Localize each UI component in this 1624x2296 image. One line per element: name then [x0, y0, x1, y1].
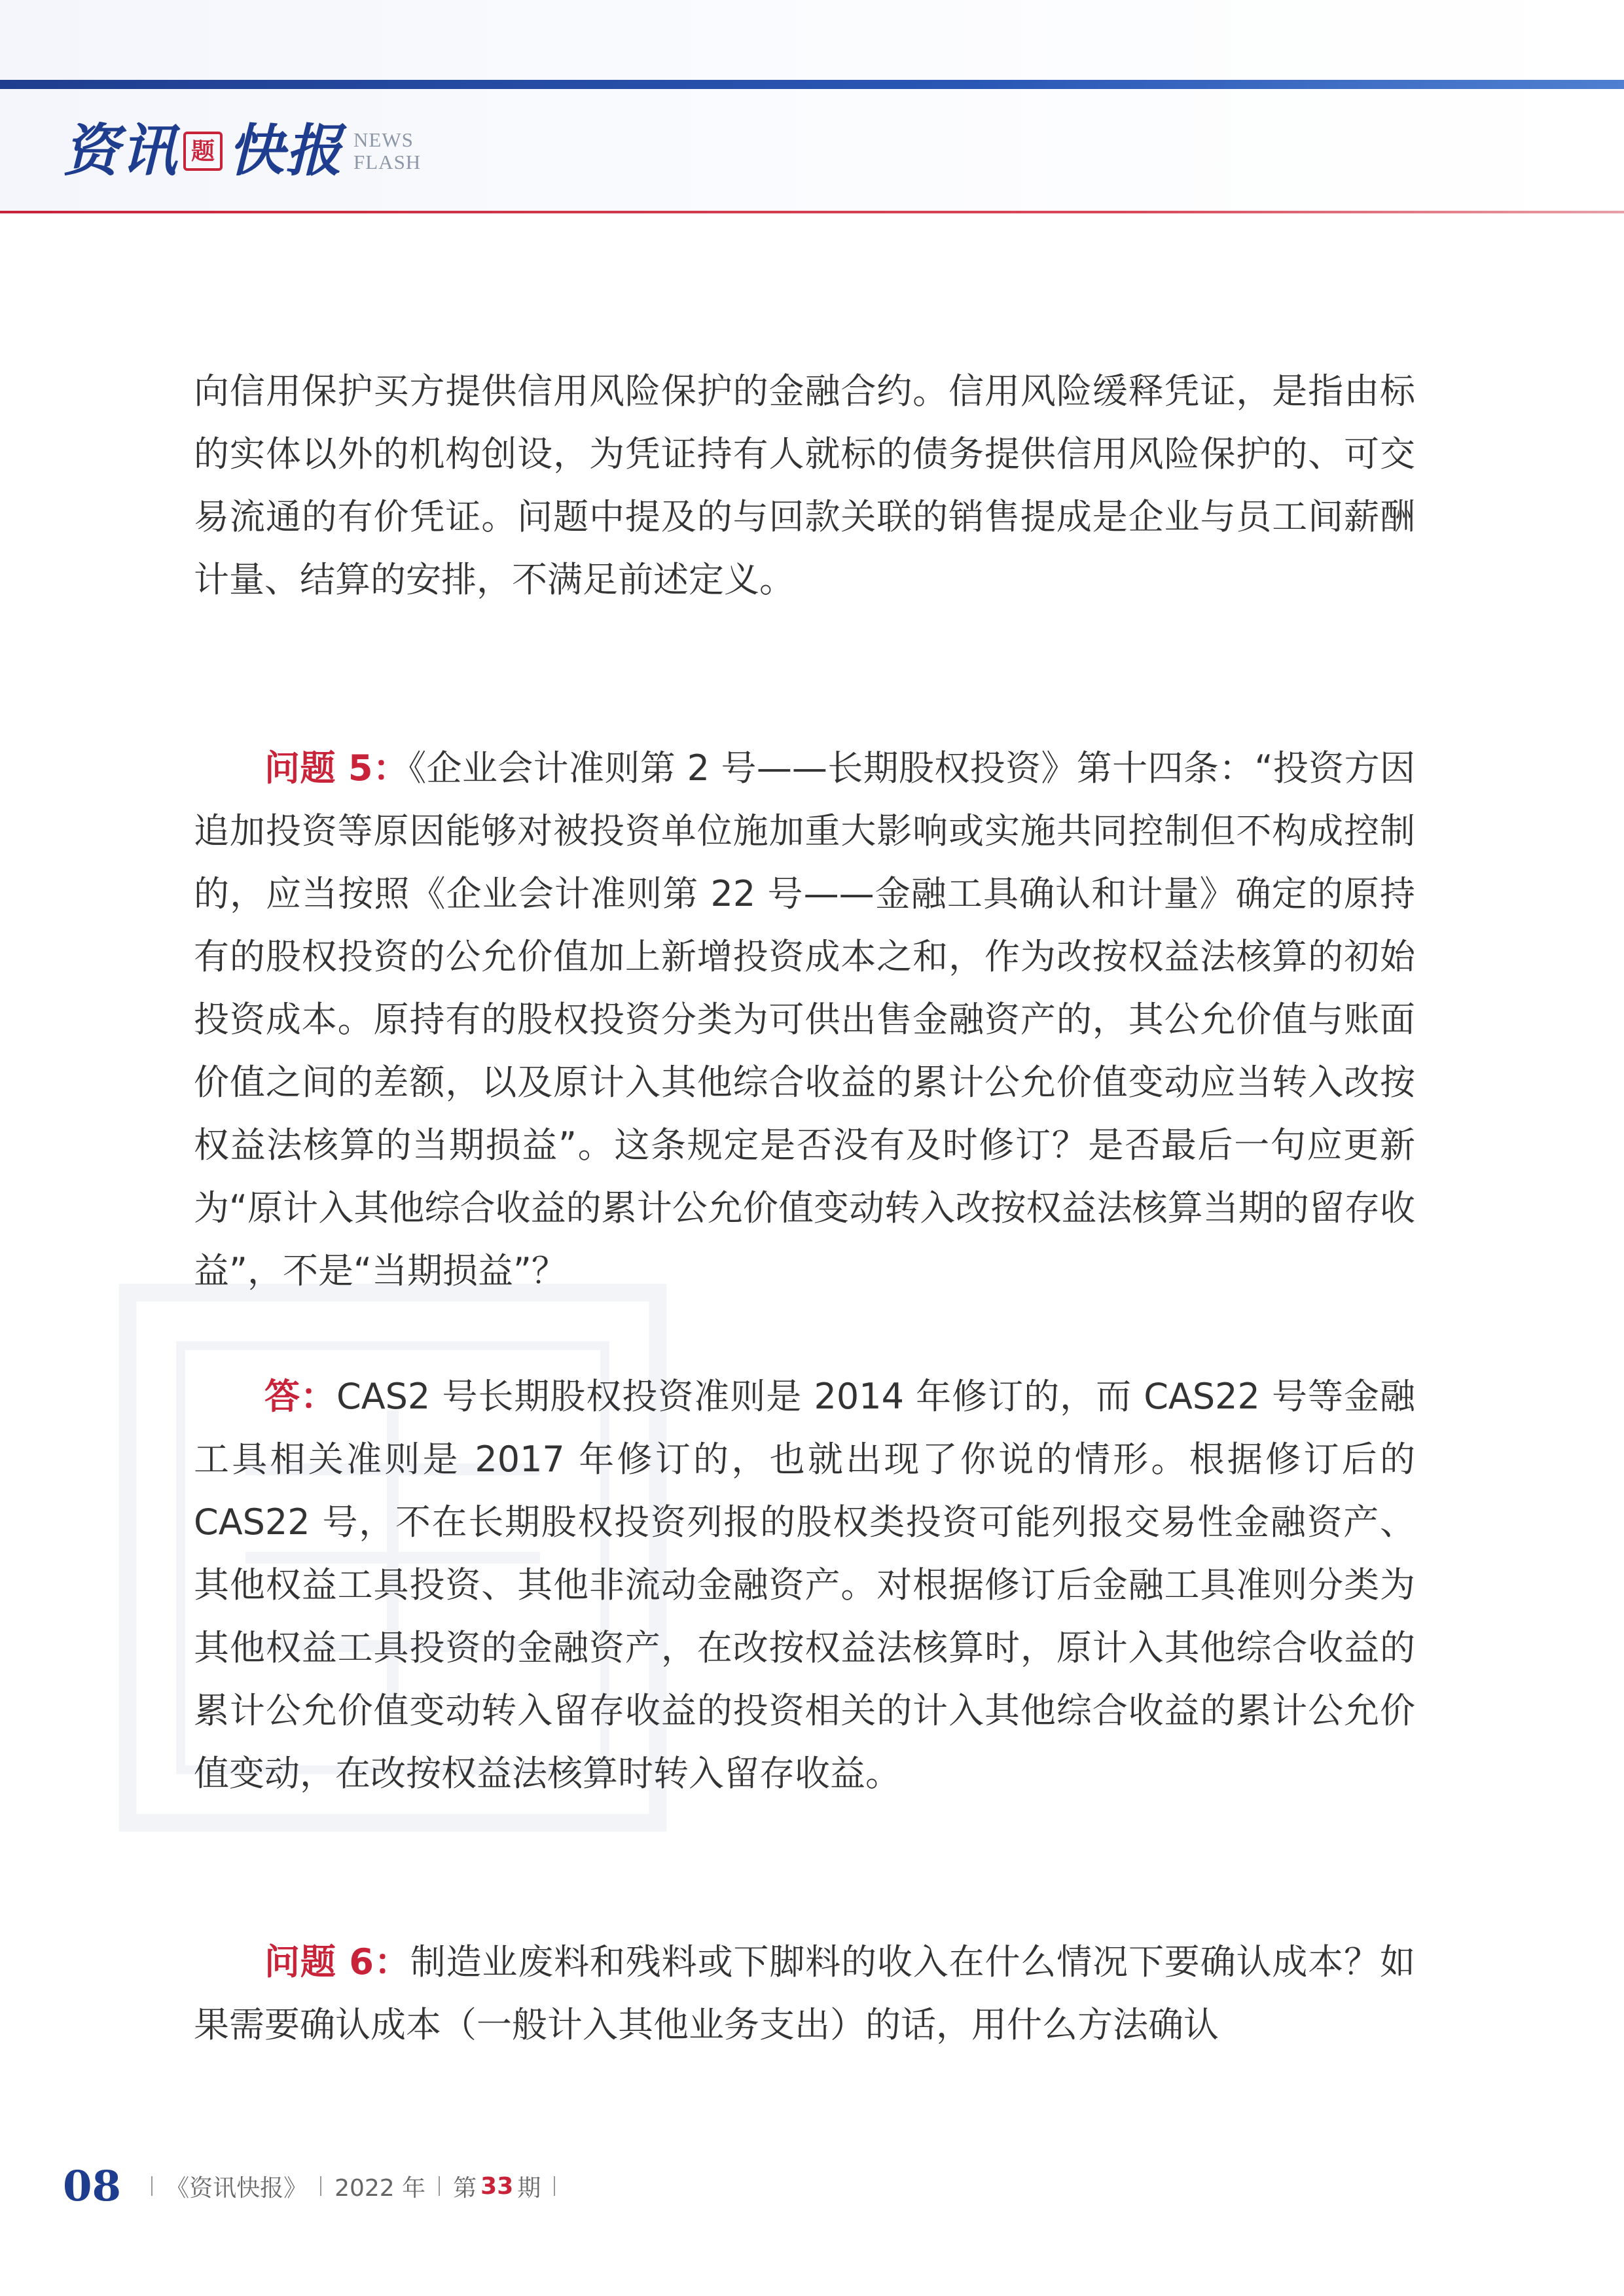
brand-word-right: 快报: [228, 118, 343, 184]
question-text: 制造业废料和残料或下脚料的收入在什么情况下要确认成本？如果需要确认成本（一般计入其他业务支出）的话，用什么方法确认: [194, 1941, 1416, 2045]
page-number: 08: [63, 2161, 122, 2211]
brand-english-line1: NEWS: [353, 128, 414, 151]
brand-english: [353, 129, 421, 173]
question-5: [194, 737, 1415, 1302]
paragraph-text: 向信用保护买方提供信用风险保护的金融合约。信用风险缓释凭证，是指由标的实体以外的机构创设，为凭证持有人就标的债务提供信用风险保护的、可交易流通的有价凭证。问题中提及的与回款关联的销售提成是企业与员工间薪酬计量、结算的安排，不满足前述定义。: [194, 370, 1415, 600]
question-text: 《企业会计准则第 2 号——长期股权投资》第十四条：“投资方因追加投资等原因能够对被投资单位施加重大影响或实施共同控制但不构成控制的，应当按照《企业会计准则第 22 号——金融工具确认和计量》确定的原持有的股权投资的公允价值加上新增投资成本之和，作为改按权益法核算的初始投资成本。原持有的股权投资分类为可供出售金融资产的，其公允价值与账面价值之间的差额，以及原计入其他综合收益的累计公允价值变动应当转入改按权益法核算的当期损益”。这条规定是否没有及时修订？是否最后一句应更新为“原计入其他综合收益的累计公允价值变动转入改按权益法核算当期的留存收益”，不是“当期损益”？: [194, 747, 1415, 1291]
answer-label: 答：: [264, 1376, 336, 1417]
brand-seal-icon: 题: [183, 132, 223, 171]
page-footer: [63, 2160, 568, 2212]
question-label: 问题 5：: [264, 747, 409, 789]
brand-logo: [63, 115, 421, 187]
page-header: [0, 0, 1624, 215]
footer-separator: [439, 2176, 440, 2196]
footer-separator: [320, 2176, 321, 2196]
brand-english-line2: FLASH: [353, 151, 422, 173]
question-6: [194, 1931, 1415, 2056]
paragraph-continuation: [194, 360, 1415, 611]
question-label: 问题 6：: [264, 1941, 410, 1982]
header-top-bar: [0, 80, 1624, 89]
answer-text: CAS2 号长期股权投资准则是 2014 年修订的，而 CAS22 号等金融工具相关准则是 2017 年修订的，也就出现了你说的情形。根据修订后的 CAS22 号，不在长期股权投资列报的股权类投资可能列报交易性金融资产、其他权益工具投资、其他非流动金融资产。对根据修订后金融工具准则分类为其他权益工具投资的金融资产，在改按权益法核算时，原计入其他综合收益的累计公允价值变动转入留存收益的投资相关的计入其他综合收益的累计公允价值变动，在改按权益法核算时转入留存收益。: [194, 1376, 1416, 1794]
footer-separator: [151, 2176, 153, 2196]
footer-separator: [554, 2176, 555, 2196]
issue-prefix: 第: [453, 2174, 477, 2202]
article-body: [194, 360, 1415, 2056]
issue-number: 33: [480, 2172, 514, 2200]
publication-name: 《资讯快报》: [166, 2174, 308, 2202]
publication-year: 2022 年: [334, 2174, 426, 2202]
answer-5: [194, 1365, 1415, 1805]
header-divider: [0, 211, 1624, 213]
issue-suffix: 期: [517, 2174, 541, 2202]
brand-word-left: 资讯: [63, 118, 178, 184]
